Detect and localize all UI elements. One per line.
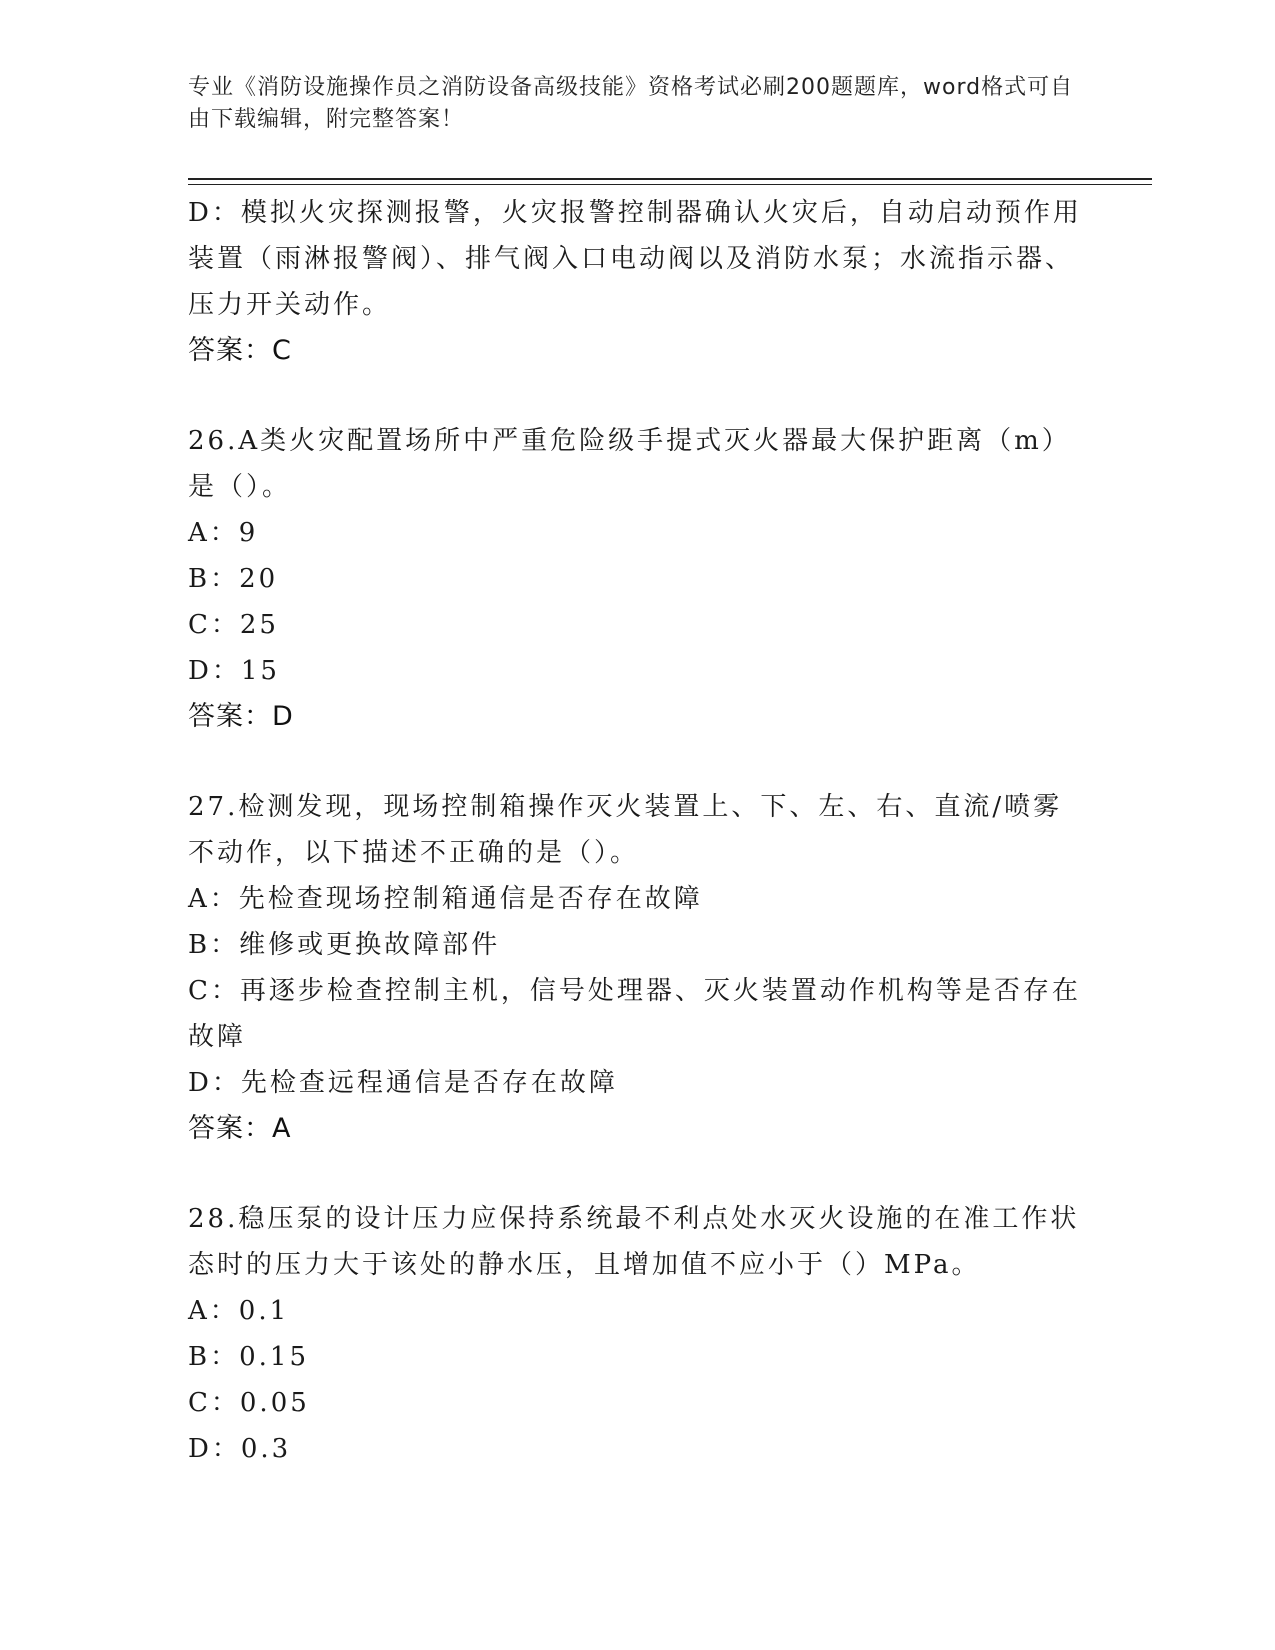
question-stem: 26.A类火灾配置场所中严重危险级手提式灭火器最大保护距离（m）是（）。 (188, 426, 1071, 502)
option-d: D：15 (188, 656, 280, 686)
option-c: C：再逐步检查控制主机，信号处理器、灭火装置动作机构等是否存在故障 (188, 976, 1081, 1052)
question-26 (188, 418, 1088, 740)
answer: 答案：D (188, 701, 294, 732)
question-stem: 27.检测发现，现场控制箱操作灭火装置上、下、左、右、直流/喷雾不动作，以下描述不正确的是（）。 (188, 792, 1063, 868)
option-b: B：20 (188, 564, 279, 594)
document-header: 专业《消防设施操作员之消防设备高级技能》资格考试必刷200题题库，word格式可自由下载编辑，附完整答案！ (188, 75, 1074, 132)
question-28 (188, 1196, 1088, 1472)
option-d: D：先检查远程通信是否存在故障 (188, 1068, 618, 1098)
header-rule-thick (188, 178, 1152, 180)
option-b: B：0.15 (188, 1342, 309, 1372)
option-c: C：25 (188, 610, 279, 640)
question-27 (188, 784, 1088, 1152)
question-content (188, 190, 1088, 1472)
option-c: C：0.05 (188, 1388, 310, 1418)
option-a: A：9 (188, 518, 259, 548)
option-a: A：0.1 (188, 1296, 290, 1326)
answer: 答案：A (188, 1113, 292, 1144)
prev-option-d: D：模拟火灾探测报警，火灾报警控制器确认火灾后，自动启动预作用装置（雨淋报警阀）、排气阀入口电动阀以及消防水泵；水流指示器、压力开关动作。 (188, 198, 1082, 320)
prev-answer: 答案：C (188, 335, 292, 366)
option-a: A：先检查现场控制箱通信是否存在故障 (188, 884, 703, 914)
header-rule-thin (188, 184, 1152, 185)
question-stem: 28.稳压泵的设计压力应保持系统最不利点处水灭火设施的在准工作状态时的压力大于该处的静水压，且增加值不应小于（）MPa。 (188, 1204, 1080, 1280)
option-d: D：0.3 (188, 1434, 292, 1464)
option-b: B：维修或更换故障部件 (188, 930, 501, 960)
